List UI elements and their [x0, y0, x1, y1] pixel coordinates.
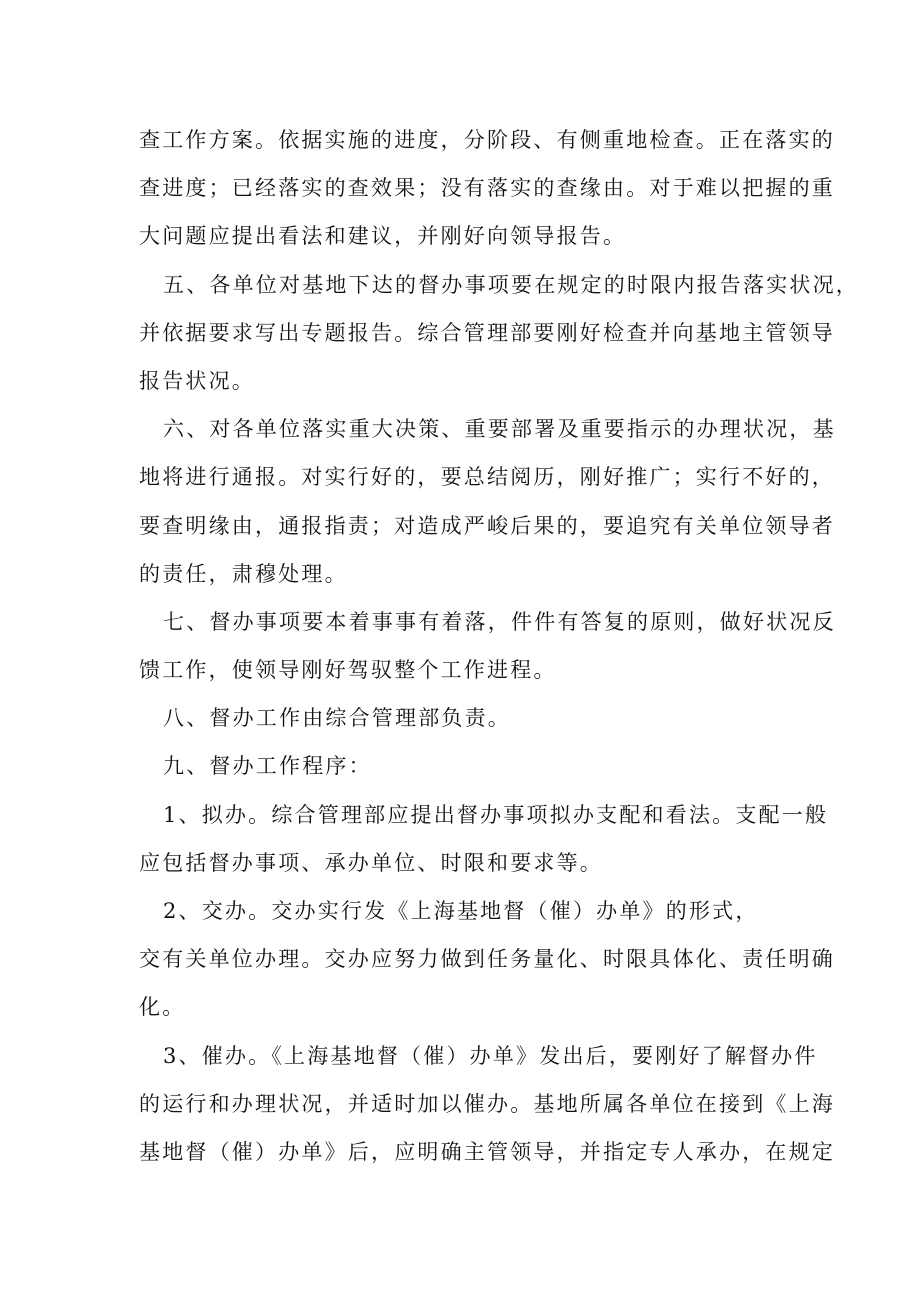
document-body	[139, 116, 859, 1176]
text-line: 1、拟办。综合管理部应提出督办事项拟办支配和看法。支配一般	[163, 802, 829, 827]
text-line: 五、各单位对基地下达的督办事项要在规定的时限内报告落实状况，	[163, 272, 859, 297]
text-line: 基地督（催）办单》后，应明确主管领导，并指定专人承办，在规定	[139, 1139, 835, 1164]
text-line: 的责任，肃穆处理。	[139, 561, 348, 586]
text-line: 馈工作，使领导刚好驾驭整个工作进程。	[139, 658, 557, 683]
text-line: 查工作方案。依据实施的进度，分阶段、有侧重地检查。正在落实的	[139, 128, 835, 152]
text-line: 大问题应提出看法和建议，并刚好向领导报告。	[139, 224, 627, 249]
text-line: 六、对各单位落实重大决策、重要部署及重要指示的办理状况，基	[163, 417, 836, 442]
text-line: 的运行和办理状况，并适时加以催办。基地所属各单位在接到《上海	[139, 1091, 835, 1116]
text-line: 地将进行通报。对实行好的，要总结阅历，刚好推广；实行不好的，	[139, 465, 835, 490]
text-line: 报告状况。	[139, 368, 255, 393]
text-line: 3、催办。《上海基地督（催）办单》发出后，要刚好了解督办件	[163, 1043, 818, 1068]
text-line: 八、督办工作由综合管理部负责。	[163, 706, 511, 731]
text-line: 应包括督办事项、承办单位、时限和要求等。	[139, 850, 603, 875]
text-line: 2、交办。交办实行发《上海基地督（催）办单》的形式，	[163, 899, 759, 923]
text-line: 化。	[139, 995, 186, 1020]
text-line: 并依据要求写出专题报告。综合管理部要刚好检查并向基地主管领导	[139, 320, 835, 345]
text-line: 九、督办工作程序：	[163, 754, 372, 779]
text-line: 要查明缘由，通报指责；对造成严峻后果的，要追究有关单位领导者	[139, 513, 835, 538]
text-line: 查进度；已经落实的查效果；没有落实的查缘由。对于难以把握的重	[139, 176, 835, 201]
text-line: 交有关单位办理。交办应努力做到任务量化、时限具体化、责任明确	[139, 947, 835, 972]
text-line: 七、督办事项要本着事事有着落，件件有答复的原则，做好状况反	[163, 609, 836, 634]
